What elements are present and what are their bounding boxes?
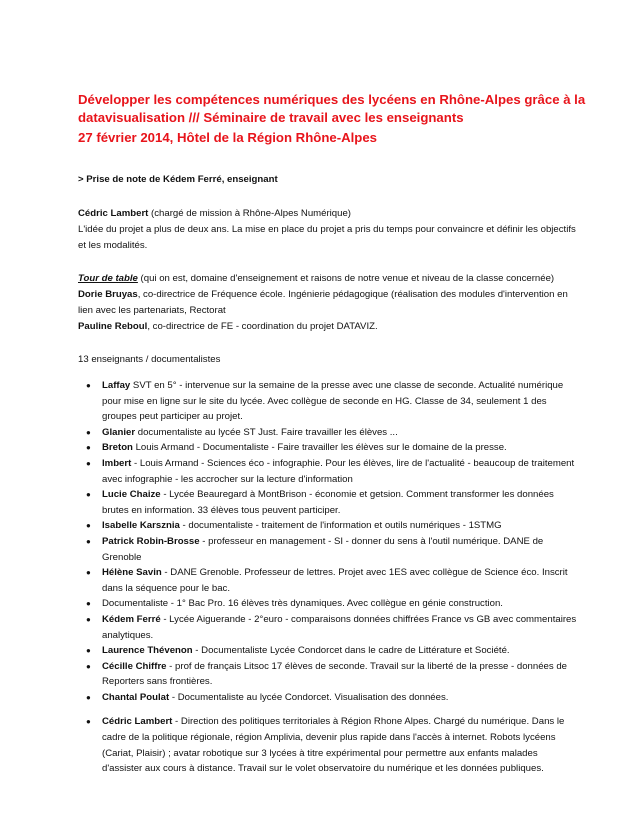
participant-name: Imbert — [102, 457, 132, 469]
note-author: > Prise de note de Kédem Ferré, enseignant — [78, 174, 278, 185]
document-title — [78, 91, 586, 147]
tour-text: (qui on est, domaine d'enseignement et raisons de notre venue et niveau de la classe concernée) — [137, 273, 555, 284]
participant-text: SVT en 5° - intervenue sur la semaine de la presse avec une classe de seconde. Actualité numérique pour mise en ligne sur le site du lycée. Avec collègue de seconde en HG. Classe de 34, seulement 1 des groupes peut participer au projet. — [102, 380, 564, 423]
list-item — [78, 596, 578, 612]
participant-text: - Documentaliste Lycée Condorcet dans le cadre de Littérature et Société. — [192, 645, 510, 657]
participant-text: Louis Armand - Documentaliste - Faire travailler les élèves sur le domaine de la presse. — [132, 442, 507, 454]
list-item — [78, 534, 578, 565]
dorie-name: Dorie Bruyas — [78, 289, 138, 300]
lambert-paragraph — [78, 206, 578, 254]
title-line-2: datavisualisation /// Séminaire de travail avec les enseignants — [78, 110, 464, 125]
participant-text: - DANE Grenoble. Professeur de lettres. Projet avec 1ES avec collègue de Science éco. Inscrit dans la séquence pour le bac. — [102, 567, 568, 594]
list-item — [78, 440, 578, 456]
list-item — [78, 425, 578, 441]
pauline-name: Pauline Reboul — [78, 321, 148, 332]
pauline-text: , co-directrice de FE - coordination du projet DATAVIZ. — [147, 321, 378, 332]
title-date: 27 février 2014, Hôtel de la Région Rhône-Alpes — [78, 130, 378, 145]
lambert-name: Cédric Lambert — [78, 208, 149, 219]
list-item — [78, 643, 578, 659]
participant-count: 13 enseignants / documentalistes — [78, 354, 221, 365]
participant-text: Documentaliste - 1° Bac Pro. 16 élèves très dynamiques. Avec collègue en génie construction. — [102, 598, 503, 610]
participant-text: - prof de français Litsoc 17 élèves de seconde. Travail sur la liberté de la presse - données de Reporters sans frontières. — [102, 660, 568, 688]
participant-name: Isabelle Karsznia — [102, 520, 180, 532]
participant-name: Kédem Ferré — [102, 613, 161, 625]
participant-name: Laurence Thévenon — [102, 645, 193, 657]
list-item — [78, 456, 578, 487]
participant-text: - Documentaliste au lycée Condorcet. Visualisation des données. — [169, 691, 449, 703]
participant-list — [78, 378, 578, 777]
list-item — [78, 612, 578, 643]
lambert-text: L'idée du projet a plus de deux ans. La mise en place du projet a pris du temps pour convaincre et définir les objectifs et les modalités. — [78, 224, 576, 251]
list-item — [78, 565, 578, 596]
participant-name: Hélène Savin — [102, 567, 162, 579]
tour-paragraph — [78, 271, 578, 335]
participant-text: documentaliste au lycée ST Just. Faire travailler les élèves ... — [135, 426, 398, 438]
list-item — [78, 690, 578, 706]
participant-name: Chantal Poulat — [102, 691, 170, 703]
participant-text: - Louis Armand - Sciences éco - infographie. Pour les élèves, lire de l'actualité - beaucoup de traitement avec infographie - les accrocher sur la lecture d'information — [102, 457, 575, 485]
list-item — [78, 659, 578, 690]
participant-text: - Direction des politiques territoriales à Région Rhone Alpes. Chargé du numérique. Dans le cadre de la politique régionale, région Amplivia, devenir plus rapide dans l'accès à internet. Robots lycéens (Cariat, Plaisir) ; avatar robotique sur 3 lycées à titre expérimental pour permettre aux enfants malades d'assister aux cours à distance. Travail sur le volet observatoire du numérique et les données publiques. — [102, 716, 565, 775]
dorie-text: , co-directrice de Fréquence école. Ingénierie pédagogique (réalisation des modules d'intervention en lien avec les partenariats, Rectorat — [78, 289, 568, 316]
document-page — [78, 91, 586, 777]
tour-label: Tour de table — [78, 273, 138, 284]
lambert-role: (chargé de mission à Rhône-Alpes Numérique) — [148, 208, 352, 219]
participant-name: Cécille Chiffre — [102, 660, 167, 672]
list-item — [78, 714, 578, 776]
participant-text: - Lycée Aiguerande - 2°euro - comparaisons données chiffrées France vs GB avec commentaires analytiques. — [102, 613, 577, 641]
participant-name: Lucie Chaize — [102, 489, 161, 501]
list-item — [78, 487, 578, 518]
participant-name: Glanier — [102, 426, 136, 438]
participant-name: Breton — [102, 442, 133, 454]
participant-name: Cédric Lambert — [102, 716, 173, 728]
participant-text: - documentaliste - traitement de l'information et outils numériques - 1STMG — [179, 520, 502, 532]
list-item — [78, 518, 578, 534]
participant-text: - Lycée Beauregard à MontBrison - économie et getsion. Comment transformer les données brutes en information. 33 élèves tous peuvent participer. — [102, 489, 554, 516]
title-line-1: Développer les compétences numériques des lycéens en Rhône-Alpes grâce à la — [78, 92, 586, 107]
participant-name: Patrick Robin-Brosse — [102, 535, 200, 547]
list-item — [78, 378, 578, 425]
participant-name: Laffay — [102, 380, 131, 391]
participant-text: - professeur en management - SI - donner du sens à l'outil numérique. DANE de Grenoble — [102, 535, 544, 563]
